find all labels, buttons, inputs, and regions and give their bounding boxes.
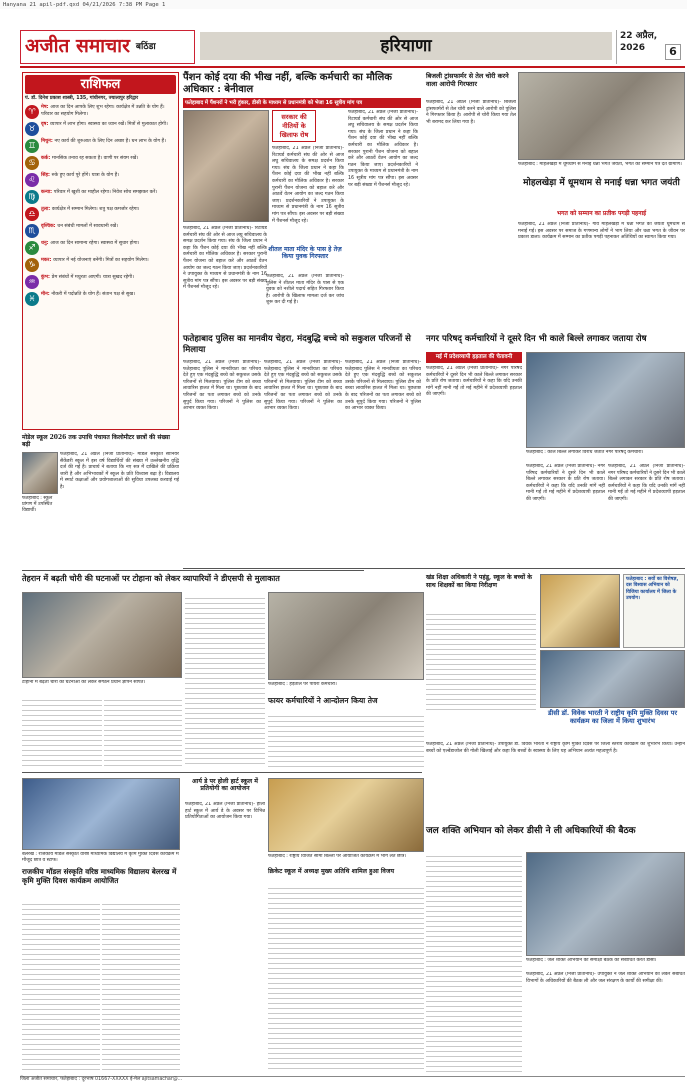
jal-caption: फतेहाबाद : जल शक्ति अभियान की समीक्षा बैठक को संबोधित करते डीसी। xyxy=(526,958,657,963)
divider xyxy=(22,570,364,571)
issue-date: 22 अप्रैल, 2026 xyxy=(620,31,658,54)
lead-quote: सरकार की नीतियों के खिलाफ रोष xyxy=(272,110,316,142)
rashifal-item xyxy=(25,122,176,136)
rashifal-text xyxy=(41,105,176,117)
fire-headline-wrap xyxy=(268,696,424,710)
rashifal-prediction: आज का दिन सामान्य रहेगा। स्वास्थ्य में सुधार होगा। xyxy=(50,241,140,247)
section-title: हरियाणा xyxy=(380,35,432,56)
shital-headline-wrap xyxy=(266,246,344,272)
rashifal-text xyxy=(41,275,134,281)
rashifal-text xyxy=(41,241,139,247)
nagar-headline: नगर परिषद् कर्मचारियों ने दूसरे दिन भी काले बिल्ले लगाकर जताया रोष xyxy=(426,334,647,344)
rajkiya-body-col2 xyxy=(102,900,180,1072)
lead-body-col2: फतेहाबाद, 21 अप्रैल (निजी प्रतिनिधि)- रिटायर्ड कर्मचारी संघ की ओर से आज लघु सचिवालय के समक्ष प्रदर्शन किया गया। संघ के जिला प्रधान ने कहा कि पैंशन कोई दया की भीख नहीं बल्कि कर्मचारी का मौलिक अधिकार है। सरकार पुरानी पैंशन योजना को बहाल करे और आठवें वेतन आयोग का जल्द गठन किया जाए। प्रदर्शनकारियों ने उपायुक्त के माध्यम से प्रधानमंत्री के नाम 16 सूत्रीय मांग पत्र सौंपा। इस अवसर पर बड़ी संख्या में पैंशनर्स मौजूद रहे। xyxy=(272,146,344,224)
bijli-headline-wrap xyxy=(426,72,516,98)
rashifal-sign: धनु: xyxy=(41,241,51,247)
zodiac-icon: ♏ xyxy=(25,224,39,238)
rashifal-text xyxy=(41,173,119,179)
masthead xyxy=(20,30,685,64)
cricket-headline-wrap xyxy=(268,868,424,882)
shital-headline: शीतल माता मंदिर के पास हे तेज़ किया युवक गिरफ्तार xyxy=(268,246,342,261)
dc-headline: डीसी डॉ. विवेक भारती ने राष्ट्रीय कृमि मुक्ति दिवस पर कार्यक्रम का जिला में किया शुभारंभ xyxy=(547,709,678,725)
tehran-headline: तेहरान में बढ़ती चोरी की घटनाओं पर टोहाना को लेकर व्यापारियों ने डीएसपी से मुलाकात xyxy=(22,573,280,583)
rashifal-item xyxy=(25,241,176,255)
rashifal-prediction: धन संबंधी मामलों में सावधानी रखें। xyxy=(57,224,118,230)
rashifal-sign: मिथुन: xyxy=(41,139,55,145)
col1-caption: फतेहाबाद : स्कूल प्रांगण में उपस्थित विद्यार्थी। xyxy=(22,496,53,514)
rashifal-item xyxy=(25,173,176,187)
police-body-col3: फतेहाबाद, 21 अप्रैल (निजी प्रतिनिधि)- फतेहाबाद पुलिस ने मानवीयता का परिचय देते हुए एक मंदबुद्धि बच्चे को सकुशल उसके परिजनों से मिलवाया। पुलिस टीम को बच्चा लावारिस हालत में मिला था। पूछताछ के बाद परिजनों का पता लगाकर बच्चे को उनके सुपुर्द किया गया। परिजनों ने पुलिस का आभार व्यक्त किया। xyxy=(345,360,421,412)
tehran-headline-wrap xyxy=(22,574,364,590)
rashifal-text xyxy=(41,122,168,128)
masthead-rule xyxy=(20,66,685,68)
zodiac-icon: ♈ xyxy=(25,105,39,119)
tehran-caption: टोहाना में बढ़ती चोरी की घटनाओं को लेकर संगठन प्रधान ज्ञापन सौंपते। xyxy=(22,680,146,685)
zodiac-icon: ♑ xyxy=(25,258,39,272)
lead-body-col1: फतेहाबाद, 21 अप्रैल (निजी प्रतिनिधि)- रिटायर्ड कर्मचारी संघ की ओर से आज लघु सचिवालय के समक्ष प्रदर्शन किया गया। संघ के जिला प्रधान ने कहा कि पैंशन कोई दया की भीख नहीं बल्कि कर्मचारी का मौलिक अधिकार है। सरकार पुरानी पैंशन योजना को बहाल करे और आठवें वेतन आयोग का जल्द गठन किया जाए। प्रदर्शनकारियों ने उपायुक्त के माध्यम से प्रधानमंत्री के नाम 16 सूत्रीय मांग पत्र सौंपा। इस अवसर पर बड़ी संख्या में पैंशनर्स मौजूद रहे। xyxy=(183,226,267,291)
zodiac-icon: ♓ xyxy=(25,292,39,306)
cricket-photo-caption: फतेहाबाद : राष्ट्रीय विजित सीमा बिल्ला पर आयोजित कार्यक्रम में भाग लेते छात्र। xyxy=(268,854,407,859)
col1-headline-wrap xyxy=(22,434,179,448)
police-body-col1: फतेहाबाद, 21 अप्रैल (निजी प्रतिनिधि)- फतेहाबाद पुलिस ने मानवीयता का परिचय देते हुए एक मंदबुद्धि बच्चे को सकुशल उसके परिजनों से मिलवाया। पुलिस टीम को बच्चा लावारिस हालत में मिला था। पूछताछ के बाद परिजनों का पता लगाकर बच्चे को उनके सुपुर्द किया गया। परिजनों ने पुलिस का आभार व्यक्त किया। xyxy=(183,360,261,412)
rashifal-item xyxy=(25,275,176,289)
rashifal-title: राशिफल xyxy=(25,75,176,94)
rashifal-byline: पं. डॉ. दिनेश प्रकाश शास्त्री, 135, गांधीनगर, ज्यालापुर हरिद्वार xyxy=(25,96,139,101)
rashifal-box xyxy=(22,72,179,430)
ad-text: फतेहाबाद : सर्वो का विशेषज्ञ, दस विश्वास अभियान को विजिया कार्यालय में जिला के उपयोग। xyxy=(626,577,679,602)
rajkiya-body-col1 xyxy=(22,900,100,1072)
logo-text: अजीत समाचार xyxy=(25,35,130,58)
lead-headline: पैंशन कोई दया की भीख नहीं, बल्कि कर्मचारी का मौलिक अधिकार : बेनीवाल xyxy=(183,72,392,95)
divider xyxy=(22,772,422,773)
zodiac-icon: ♌ xyxy=(25,173,39,187)
page-number: 6 xyxy=(665,44,681,60)
arya-headline: आर्य डे पर होली हार्ट स्कूल में प्रतियोगी का आयोजन xyxy=(192,778,258,793)
khand-body xyxy=(426,610,536,710)
jal-body-text: फतेहाबाद, 21 अप्रैल (निजी प्रतिनिधि)- उपायुक्त ने जल शक्ति अभियान को लेकर संबंधित विभागों के अधिकारियों की बैठक ली और जल संरक्षण के कार्यों की समीक्षा की। xyxy=(526,972,685,984)
zodiac-icon: ♊ xyxy=(25,139,39,153)
fire-headline: फायर कर्मचारियों ने आन्दोलन किया तेज xyxy=(268,696,378,705)
rashifal-item xyxy=(25,105,176,119)
rashifal-text xyxy=(41,190,157,196)
print-slug: Hanyana 21 apil-pdf.qxd 04/21/2026 7:38 PM Page 1 xyxy=(0,0,687,9)
rashifal-item xyxy=(25,156,176,170)
rashifal-item xyxy=(25,207,176,221)
dhanna-headline: मोहलखेड़ा में धूमधाम से मनाई धन्ना भगत जयंती xyxy=(523,178,680,188)
nagar-body: फतेहाबाद, 21 अप्रैल (निजी प्रतिनिधि)- नगर परिषद कर्मचारियों ने दूसरे दिन भी काले बिल्ले लगाकर सरकार के प्रति रोष जताया। कर्मचारियों ने कहा कि यदि उनकी मांगें नहीं मानी गईं तो मई महीने में प्रदेशव्यापी हड़ताल की जाएगी। xyxy=(426,366,522,398)
section-banner xyxy=(200,32,612,60)
lead-subhead: फतेहाबाद में पैंशनरों ने भरी हुंकार, डीसी के माध्यम से प्रधानमंत्री को भेजा 16 सूत्रीय मांग पत्र xyxy=(183,98,421,108)
dc-photo xyxy=(540,650,685,708)
col1-headline: मोडेल स्कूल 2026 तक उपाधि पंचायत किलोमीटर छात्रों की संख्या बढ़ी xyxy=(22,434,170,449)
zodiac-icon: ♉ xyxy=(25,122,39,136)
bijli-headline: बिजली ट्रांसफार्मर से तेल चोरी करने वाला आरोपी गिरफ्तार xyxy=(426,72,509,88)
zodiac-icon: ♐ xyxy=(25,241,39,255)
lead-body-col3: फतेहाबाद, 21 अप्रैल (निजी प्रतिनिधि)- रिटायर्ड कर्मचारी संघ की ओर से आज लघु सचिवालय के समक्ष प्रदर्शन किया गया। संघ के जिला प्रधान ने कहा कि पैंशन कोई दया की भीख नहीं बल्कि कर्मचारी का मौलिक अधिकार है। सरकार पुरानी पैंशन योजना को बहाल करे और आठवें वेतन आयोग का जल्द गठन किया जाए। प्रदर्शनकारियों ने उपायुक्त के माध्यम से प्रधानमंत्री के नाम 16 सूत्रीय मांग पत्र सौंपा। इस अवसर पर बड़ी संख्या में पैंशनर्स मौजूद रहे। xyxy=(348,110,418,188)
rashifal-prediction: मानसिक तनाव रह सकता है। वाणी पर संयम रखें। xyxy=(51,156,139,162)
rashifal-prediction: प्रेम संबंधों में मधुरता आएगी। यात्रा सुखद रहेगी। xyxy=(51,275,134,281)
rashifal-sign: कन्या: xyxy=(41,190,54,196)
rashifal-item xyxy=(25,292,176,306)
zodiac-icon: ♋ xyxy=(25,156,39,170)
rashifal-sign: मकर: xyxy=(41,258,54,264)
police-headline-wrap xyxy=(183,334,421,358)
pension-strike-photo xyxy=(268,592,424,680)
rashifal-sign: तुला: xyxy=(41,207,52,213)
ad-box xyxy=(623,574,685,648)
dhanna-photo xyxy=(518,72,685,160)
nagar-headline-wrap xyxy=(426,334,685,352)
arya-body: फतेहाबाद, 21 अप्रैल (निजी प्रतिनिधि)- होली हार्ट स्कूल में आर्य डे के अवसर पर विभिन्न प्रतियोगिताओं का आयोजन किया गया। xyxy=(185,802,265,821)
nagar-subhead: मई में प्रदेशव्यापी हड़ताल की चेतावनी xyxy=(426,352,522,363)
dhanna-body: फतेहाबाद, 21 अप्रैल (निजी प्रतिनिधि)- गांव मोहलखेड़ा में धन्ना भगत की जयंती धूमधाम से मनाई गई। इस अवसर पर समाज के गणमान्य लोगों ने भाग लिया और धन्ना भगत के जीवन पर प्रकाश डाला। कार्यक्रम में सम्मान का प्रतीक पगड़ी पहनाकर अतिथियों का स्वागत किया गया। xyxy=(518,222,685,241)
rashifal-text xyxy=(41,156,138,162)
rashifal-prediction: रुके हुए कार्य पूरे होंगे। यात्रा के योग हैं। xyxy=(51,173,119,179)
tehran-body-col1 xyxy=(22,696,102,768)
tehran-body-col2 xyxy=(104,696,182,768)
rashifal-sign: कुंभ: xyxy=(41,275,52,281)
tehran-body-col3 xyxy=(185,594,265,768)
lead-headline-wrap xyxy=(183,72,421,96)
lead-photo xyxy=(183,110,269,222)
rashifal-text xyxy=(41,139,166,145)
jal-photo xyxy=(526,852,685,956)
footer: जिला अजीत समाचार, फतेहाबाद : दूरभाष 01667-XXXXX ई-मेल ajitsamachar@... xyxy=(20,1076,685,1085)
tehran-photo xyxy=(22,592,182,678)
arya-photo xyxy=(22,778,180,850)
col1-photo xyxy=(22,452,58,494)
rajkiya-headline-wrap xyxy=(22,868,180,898)
rajkiya-caption: बेलरख : राजकीय मॉडल संस्कृति वरिष्ठ माध्यमिक विद्यालय में कृमि मुक्ति दिवस कार्यक्रम में मौजूद छात्र व स्टाफ। xyxy=(22,852,179,864)
rashifal-item xyxy=(25,139,176,153)
rashifal-text xyxy=(41,258,149,264)
rashifal-sign: वृष: xyxy=(41,122,51,128)
cricket-body xyxy=(268,884,424,1072)
rashifal-sign: वृश्चिक: xyxy=(41,224,58,230)
dc-body: फतेहाबाद, 21 अप्रैल (निजी प्रतिनिधि)- उपायुक्त डॉ. विवेक भारती ने राष्ट्रीय कृमि मुक्ति दिवस पर जिला स्तरीय कार्यक्रम का शुभारंभ किया। उन्होंने बच्चों को एल्बेंडाजोल की गोली खिलाई और कहा कि बच्चों के स्वास्थ्य के लिए यह अभियान अत्यंत महत्वपूर्ण है। xyxy=(426,742,685,754)
date-box xyxy=(616,30,685,64)
rashifal-list xyxy=(25,105,176,306)
edition-city: बठिंडा xyxy=(135,41,156,52)
nagar-body-col3: फतेहाबाद, 21 अप्रैल (निजी प्रतिनिधि)- नगर परिषद कर्मचारियों ने दूसरे दिन भी काले बिल्ले लगाकर सरकार के प्रति रोष जताया। कर्मचारियों ने कहा कि यदि उनकी मांगें नहीं मानी गईं तो मई महीने में प्रदेशव्यापी हड़ताल की जाएगी। xyxy=(608,464,685,503)
bijli-body: फतेहाबाद, 21 अप्रैल (निजी प्रतिनिधि)- बिजली ट्रांसफार्मरों से तेल चोरी करने वाले आरोपी को पुलिस ने गिरफ्तार किया है। आरोपी से चोरी किया गया तेल भी बरामद कर लिया गया है। xyxy=(426,100,516,125)
jal-body xyxy=(426,852,522,1072)
pension-strike-caption: फतेहाबाद : हड़ताल पर पायरा कर्मचारी। xyxy=(268,682,337,687)
rashifal-prediction: आज का दिन आपके लिए शुभ रहेगा। कार्यक्षेत्र में उन्नति के योग हैं। परिवार का सहयोग मिलेगा। xyxy=(41,105,165,117)
police-body-col2: फतेहाबाद, 21 अप्रैल (निजी प्रतिनिधि)- फतेहाबाद पुलिस ने मानवीयता का परिचय देते हुए एक मंदबुद्धि बच्चे को सकुशल उसके परिजनों से मिलवाया। पुलिस टीम को बच्चा लावारिस हालत में मिला था। पूछताछ के बाद परिजनों का पता लगाकर बच्चे को उनके सुपुर्द किया गया। परिजनों ने पुलिस का आभार व्यक्त किया। xyxy=(264,360,342,412)
jal-headline: जल शक्ति अभियान को लेकर डीसी ने ली अधिकारियों की बैठक xyxy=(426,826,636,836)
rashifal-prediction: व्यापार में लाभ होगा। स्वास्थ्य का ध्यान रखें। मित्रों से मुलाकात होगी। xyxy=(50,122,168,128)
rashifal-item xyxy=(25,190,176,204)
arya-headline-wrap xyxy=(185,778,265,800)
rashifal-sign: कर्क: xyxy=(41,156,52,162)
col1-body: फतेहाबाद, 21 अप्रैल (निजी प्रतिनिधि)- मोडेल संस्कृति सीनियर सैकेंडरी स्कूल में इस वर्ष विद्यार्थियों की संख्या में उल्लेखनीय वृद्धि दर्ज की गई है। प्राचार्य ने बताया कि नए सत्र में दाखिले की प्रक्रिया जारी है और अभिभावकों में स्कूल के प्रति विश्वास बढ़ा है। विद्यालय में स्मार्ट कक्षाओं और प्रयोगशालाओं की सुविधा उपलब्ध करवाई गई है। xyxy=(60,452,179,491)
rashifal-prediction: व्यापार में नई योजनाएं बनेंगी। मित्रों का सहयोग मिलेगा। xyxy=(53,258,149,264)
khand-headline-wrap xyxy=(426,574,536,608)
fire-body xyxy=(268,712,424,768)
rashifal-prediction: कार्यक्षेत्र में सम्मान मिलेगा। शत्रु पक्ष कमजोर रहेगा। xyxy=(51,207,140,213)
cricket-photo xyxy=(268,778,424,852)
rashifal-sign: मीन: xyxy=(41,292,52,298)
rashifal-sign: सिंह: xyxy=(41,173,52,179)
dc-headline-wrap xyxy=(540,710,685,740)
dhanna-headline-wrap xyxy=(518,178,685,208)
rashifal-sign: मेष: xyxy=(41,105,51,111)
shital-body: फतेहाबाद, 21 अप्रैल (निजी प्रतिनिधि)- पुलिस ने शीतल माता मंदिर के पास से एक युवक को नशीले पदार्थ सहित गिरफ्तार किया है। आरोपी के खिलाफ मामला दर्ज कर जांच शुरू कर दी गई है। xyxy=(266,274,344,306)
dhanna-subhead: भगत को सम्मान का प्रतीक पगड़ी पहनाई xyxy=(556,210,647,217)
zodiac-icon: ♍ xyxy=(25,190,39,204)
rashifal-item xyxy=(25,224,176,238)
nagar-photo xyxy=(526,352,685,448)
jal-headline-wrap xyxy=(426,826,685,850)
nagar-caption: फतेहाबाद : काले बिल्ले लगाकर विरोध जताते नगर परिषद् कर्मचारी। xyxy=(526,450,644,455)
rashifal-text xyxy=(41,292,135,298)
divider xyxy=(183,568,685,569)
rashifal-text xyxy=(41,224,118,230)
rashifal-prediction: नौकरी में पदोन्नति के योग हैं। संतान पक्ष से सुख। xyxy=(51,292,136,298)
khand-headline: खंड शिक्षा अधिकारी ने पहंडू, स्कूल के बच्चों के साथ शिक्षकों का किया निरीक्षण xyxy=(426,574,533,589)
dhanna-photo-caption: फतेहाबाद : मोहलखेड़ा में धूमधाम से मनाई धन्ना भगत जयंती, भगत को सम्मान पत्र देते ग्रामीण। xyxy=(518,162,682,167)
rashifal-text xyxy=(41,207,139,213)
nagar-body-col2: फतेहाबाद, 21 अप्रैल (निजी प्रतिनिधि)- नगर परिषद कर्मचारियों ने दूसरे दिन भी काले बिल्ले लगाकर सरकार के प्रति रोष जताया। कर्मचारियों ने कहा कि यदि उनकी मांगें नहीं मानी गईं तो मई महीने में प्रदेशव्यापी हड़ताल की जाएगी। xyxy=(526,464,605,503)
rashifal-prediction: नए कार्य की शुरुआत के लिए दिन अच्छा है। धन लाभ के योग हैं। xyxy=(54,139,166,145)
newspaper-logo xyxy=(20,30,195,64)
rashifal-item xyxy=(25,258,176,272)
zodiac-icon: ♒ xyxy=(25,275,39,289)
khand-photo xyxy=(540,574,620,648)
police-headline: फतेहाबाद पुलिस का मानवीय चेहरा, मंदबुद्धि बच्चे को सकुशल परिजनों से मिलाया xyxy=(183,334,411,355)
zodiac-icon: ♎ xyxy=(25,207,39,221)
rajkiya-headline: राजकीय मॉडल संस्कृति वरिष्ठ माध्यमिक विद्यालय बेलरख में कृमि मुक्ति दिवस कार्यक्रम आयोजित xyxy=(22,867,177,885)
cricket-headline: क्रिकेट स्कूल में अध्यक्ष मुख्य अतिथि शामिल हुआ विजय xyxy=(268,868,395,875)
rashifal-prediction: परिवार में खुशी का माहौल रहेगा। निवेश सोच समझकर करें। xyxy=(53,190,158,196)
